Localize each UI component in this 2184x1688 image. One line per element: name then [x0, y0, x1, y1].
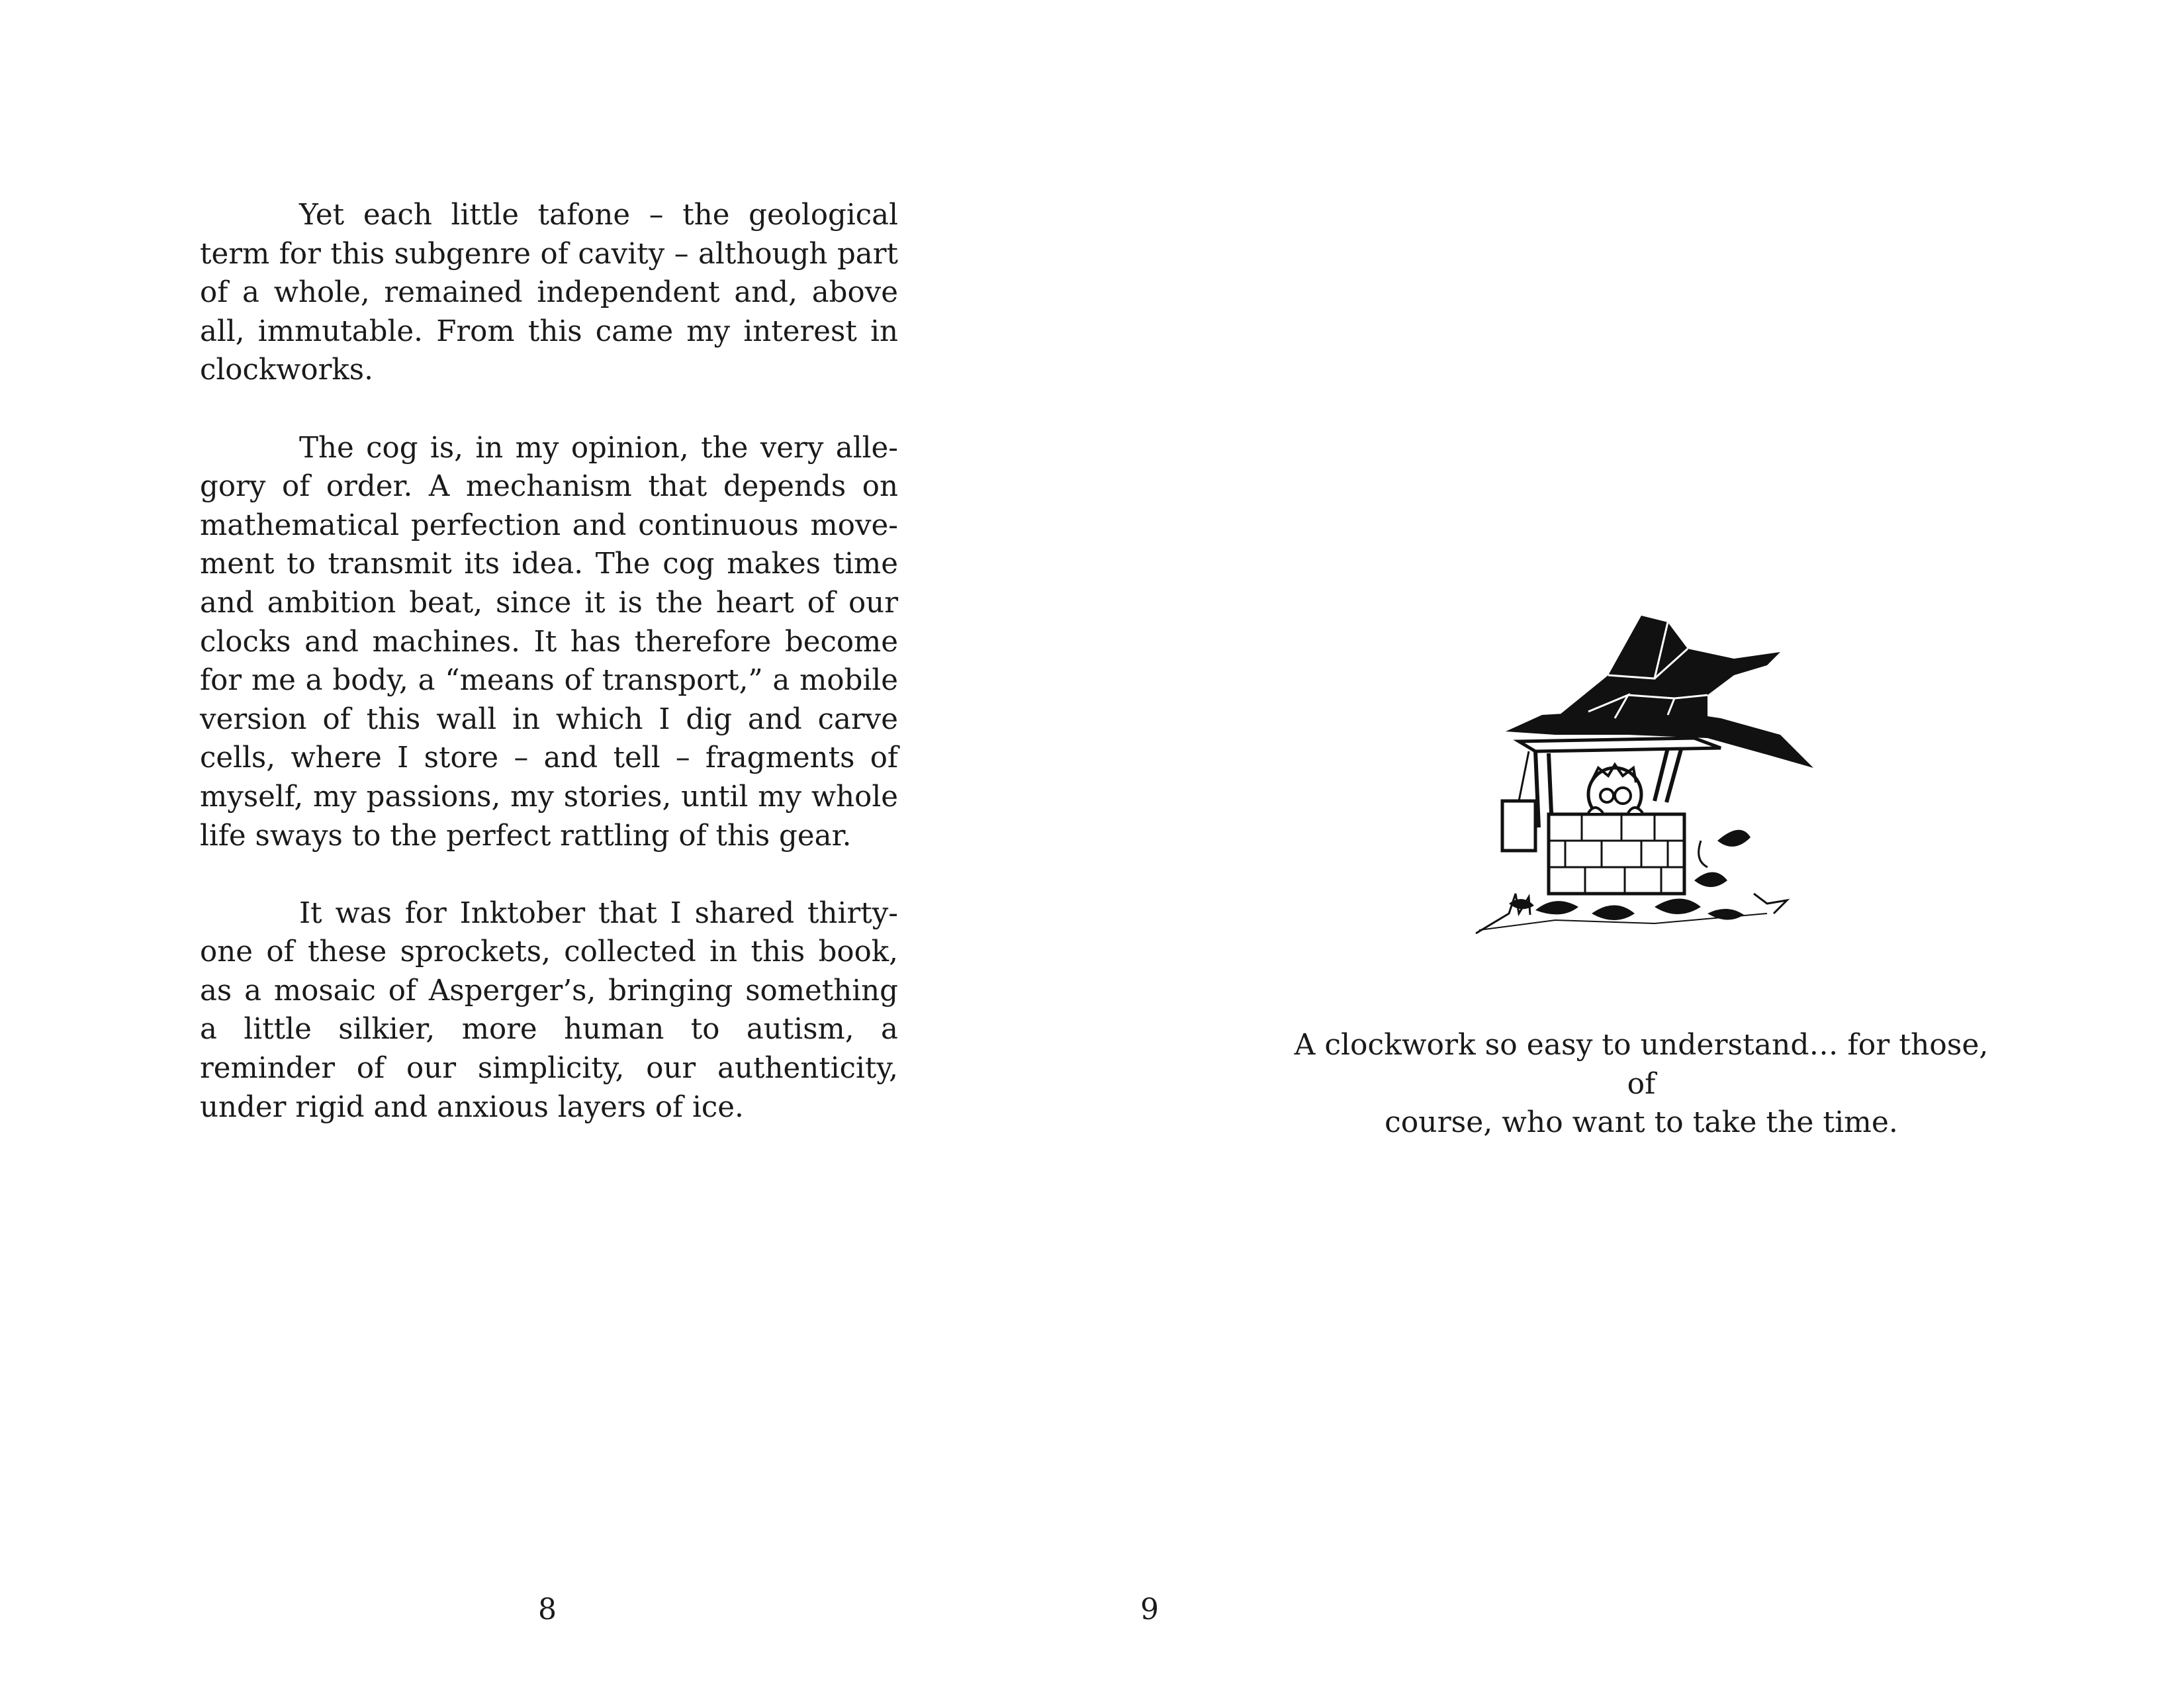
paragraph-2: The cog is, in my opinion, the very allegory of order. A mechanism that depends on mathematical perfection and continuous movement to transmit its idea. The cog makes time and ambition beat, since it is the heart of our clocks and machines. It has therefore become for me a body, a “means of transport,” a mobile version of this wall in which I dig and carve cells, where I store – and tell – fragments of myself, my passions, my stories, until my whole life sways to the perfect rattling of this gear. [200, 431, 898, 853]
paragraph-1: Yet each little tafone – the geological term for this subgenre of cavity – although part of a whole, remained independent and, above all, immutable. From this came my interest in clockworks. [200, 199, 898, 387]
page-number-left: 8 [538, 1593, 557, 1626]
well-wall [1549, 814, 1684, 894]
illustration-caption [1277, 1026, 2005, 1143]
witch-well-illustration [1456, 602, 1827, 947]
caption-line-1: A clockwork so easy to understand… for those, of [1294, 1028, 1989, 1101]
paragraph-3: It was for Inktober that I shared thirty-one of these sprockets, collected in this book, as a mosaic of Asperger’s, bringing something a little silkier, more human to autism, a reminder of our simplicity, our authenticity, under rigid and anxious layers of ice. [200, 896, 898, 1124]
caption-line-2: course, who want to take the time. [1385, 1105, 1898, 1140]
body-text [200, 196, 898, 1127]
page-number-right: 9 [1140, 1593, 1159, 1626]
